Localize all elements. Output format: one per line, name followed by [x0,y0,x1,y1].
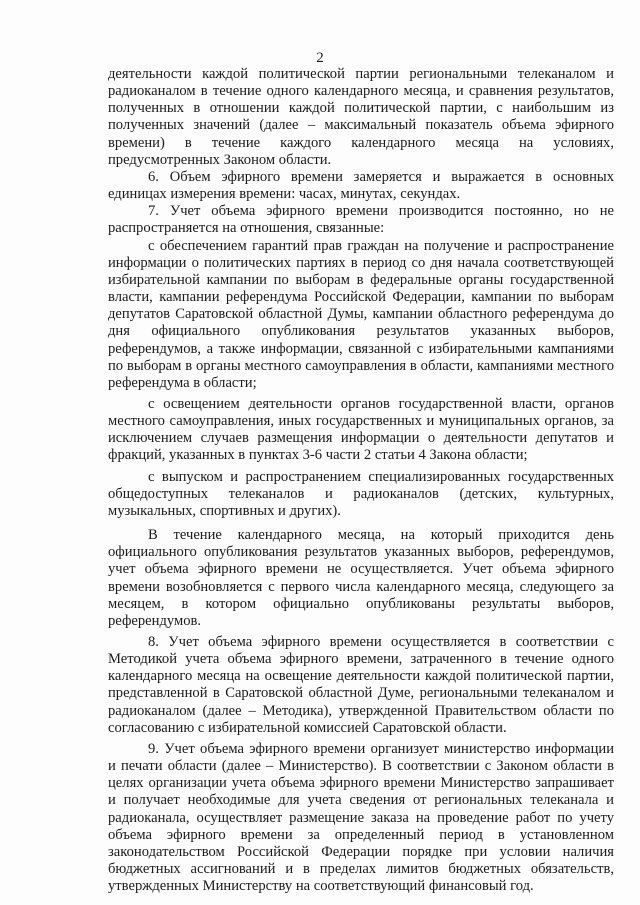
paragraph-item-7-clause-3: с выпуском и распространением специализированных государственных общедоступных телеканалов и радиоканалов (детских, культурных, музыкальных, спортивных и других). [108,468,614,519]
paragraph-item-8: 8. Учет объема эфирного времени осуществляется в соответствии с Методикой учета объема эфирного времени, затраченного в течение одного календарного месяца на освещение деятельности каждой политической партии, представленной в Саратовской областной Думе, региональными телеканалом и радиоканалом (далее – Методика), утвержденной Правительством области по согласованию с избирательной комиссией Саратовской области. [108,634,614,736]
paragraph-item-9: 9. Учет объема эфирного времени организует министерство информации и печати области (далее – Министерство). В соответствии с Законом области в целях организации учета объема эфирного времени Министерство запрашивает и получает необходимые для учета сведения от региональных телеканала и радиоканала, осуществляет размещение заказа на проведение работ по учету объема эфирного времени за определенный период в установленном законодательством Российской Федерации порядке при условии наличия бюджетных ассигнований и в пределах лимитов бюджетных обязательств, утвержденных Министерству на соответствующий финансовый год. [108,740,614,895]
document-body [108,66,614,895]
paragraph-item-7-clause-1: с обеспечением гарантий прав граждан на получение и распространение информации о политических партиях в период со дня начала соответствующей избирательной кампании по выборам в федеральные органы государственной власти, кампании референдума Российской Федерации, кампании по выборам депутатов Саратовской областной Думы, кампании областного референдума до дня официального опубликования результатов указанных выборов, референдумов, а также информации, связанной с избирательными кампаниями по выборам в органы местного самоуправления в области, кампаниями местного референдума в области; [108,237,614,391]
paragraph-continuation: деятельности каждой политической партии региональными телеканалом и радиоканалом в течение одного календарного месяца, и сравнения результатов, полученных в отношении каждой политической партии, с наибольшим из полученных значений (далее – максимальный показатель объема эфирного времени) в течение каждого календарного месяца на условиях, предусмотренных Законом области. [108,66,614,168]
paragraph-item-7-clause-2: с освещением деятельности органов государственной власти, органов местного самоуправления, иных государственных и муниципальных органов, за исключением случаев размещения информации о деятельности депутатов и фракций, указанных в пунктах 3-6 части 2 статьи 4 Закона области; [108,395,614,464]
paragraph-item-7-note: В течение календарного месяца, на который приходится день официального опубликования результатов указанных выборов, референдумов, учет объема эфирного времени не осуществляется. Учет объема эфирного времени возобновляется с первого числа календарного месяца, следующего за месяцем, в котором официально опубликованы результаты выборов, референдумов. [108,527,614,629]
page-number: 2 [316,50,324,66]
paragraph-item-7: 7. Учет объема эфирного времени производится постоянно, но не распространяется на отношения, связанные: [108,203,614,237]
paragraph-item-6: 6. Объем эфирного времени замеряется и выражается в основных единицах измерения времени: часах, минутах, секундах. [108,168,614,203]
